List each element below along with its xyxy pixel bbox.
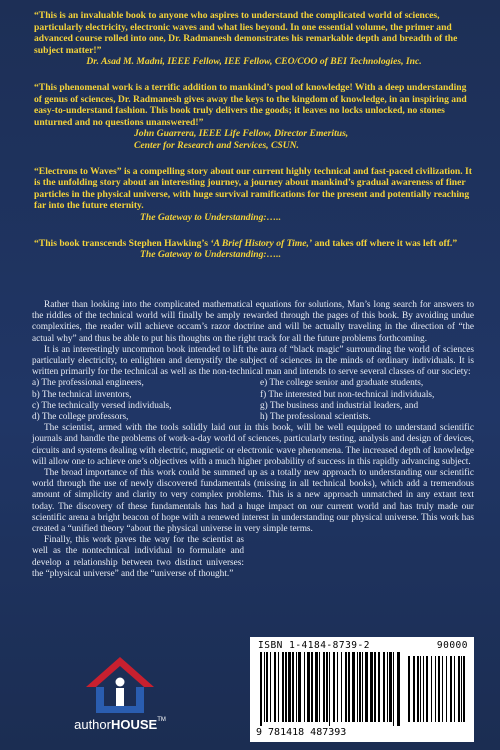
list-item: f) The interested but non-technical individuals, (260, 389, 435, 400)
audience-list (32, 378, 474, 423)
review-2 (34, 82, 474, 152)
list-item: b) The technical inventors, (32, 389, 132, 400)
book-description (32, 300, 474, 580)
review-attribution: The Gateway to Understanding:….. (140, 249, 281, 261)
review-3 (34, 166, 474, 224)
price-code: 90000 (436, 640, 468, 651)
list-item: a) The professional engineers, (32, 378, 144, 389)
list-item: c) The technically versed individuals, (32, 400, 172, 411)
review-quote: “This phenomenal work is a terrific addition to mankind’s pool of knowledge! With a deep understanding of genus of sciences, Dr. Radmanesh gives away the keys to the kingdom of knowledge, in an inspiring and easy-to-understand fashion. This book truly delivers the goods; it leaves no locks unlocked, no stones unturned and no questions unanswered!” (34, 81, 467, 128)
list-item: g) The business and industrial leaders, and (260, 400, 419, 411)
publisher-name-bold: HOUSE (110, 717, 158, 732)
list-item: e) The college senior and graduate students, (260, 378, 424, 389)
description-paragraph: Finally, this work paves the way for the scientist as well as the nontechnical individual to formulate and develop a relationship between two distinct universes: the “physical universe” and the “universe of thought.” (32, 535, 244, 579)
trademark-symbol: TM (157, 717, 166, 723)
review-attribution-affiliation: Center for Research and Services, CSUN. (134, 139, 299, 151)
description-paragraph: The scientist, armed with the tools solidly laid out in this book, will be well equipped to understand scientific journals and handle the problems of work-a-day world of sciences, particularly testing, analysis and design of devices, circuits and systems dealing with electric, magnetic or electronic wave phenomena. The increased depth of knowledge will allow one to achieve one’s objectives with a much higher probability of success in this rapidly advancing subject. (32, 423, 474, 467)
review-quote (34, 238, 457, 249)
list-item: h) The professional scientists. (260, 412, 371, 423)
barcode-bars (258, 652, 468, 728)
publisher-name-light: author (74, 717, 111, 732)
publisher-name (60, 717, 180, 732)
review-attribution: John Guarrera, IEEE Life Fellow, Director Emeritus, (134, 128, 349, 140)
list-item: d) The college professors, (32, 412, 129, 423)
review-quote: “Electrons to Waves” is a compelling story about our current highly technical and fast-paced civilization. It is the unfolding story about an interesting journey, a journey about mankind’s gradual awareness of finer particles in the physical universe, with huge survival ramifications for the present and potentially reaching far into the future eternity. (34, 165, 472, 212)
review-quote-post: and takes off where it was left off.” (312, 237, 458, 249)
description-paragraph: It is an interestingly uncommon book intended to lift the aura of “black magic” surrounding the world of sciences particularly electricity, to enlighten and demystify the subject of sciences in the minds of ordinary individuals. It is written primarily for the technical as well as the non-technical man and intends to serve several classes of our society: (32, 344, 474, 378)
book-title-reference: ‘A Brief History of Time,’ (210, 237, 313, 249)
isbn-label: ISBN 1-4184-8739-2 90000 (258, 640, 468, 651)
publisher-logo (60, 655, 180, 740)
review-quote-pre: “This book transcends Stephen Hawking’s (34, 237, 211, 249)
review-1 (34, 10, 474, 68)
isbn-barcode (250, 637, 474, 742)
description-paragraph: Rather than looking into the complicated mathematical equations for solutions, Man’s long search for answers to the riddles of the technical world will finally be amply rewarded through the pages of this book. By avoiding undue complexities, the reader will achieve occam’s razor doctrine and will be actually traveling in the direction of “the actual why” and thus be able to put his thoughts on the right track for all the future problems forthcoming. (32, 300, 474, 344)
review-attribution: The Gateway to Understanding:….. (140, 211, 281, 223)
reviews-section (34, 10, 474, 275)
barcode-number: 9 781418 487393 (256, 727, 347, 738)
review-attribution: Dr. Asad M. Madni, IEEE Fellow, IEE Fellow, CEO/COO of BEI Technologies, Inc. (86, 56, 422, 68)
description-paragraph: The broad importance of this work could be summed up as a totally new approach to understanding our scientific world through the use of newly discovered fundamentals (missing in all technical books), which add a tremendous amount of simplicity and clarity to very complex problems. This is a new approach unmatched in any extant text today. The discovery of these fundamentals has had a huge impact on our current world and has truly made our scientific arena a bright beacon of hope with a renewed interest in understanding our physical universe. This work has created a “unified theory “about the physical universe in very simple terms. (32, 468, 474, 535)
review-quote: “This is an invaluable book to anyone who aspires to understand the complicated world of sciences, particularly electricity, electronic waves and what lies beyond. In one essential volume, the primer and advanced course rolled into one, Dr. Radmanesh demonstrates his remarkable depth and breadth of the subject matter!” (34, 10, 458, 56)
authorhouse-logo-icon (60, 655, 180, 717)
review-4 (34, 238, 474, 261)
